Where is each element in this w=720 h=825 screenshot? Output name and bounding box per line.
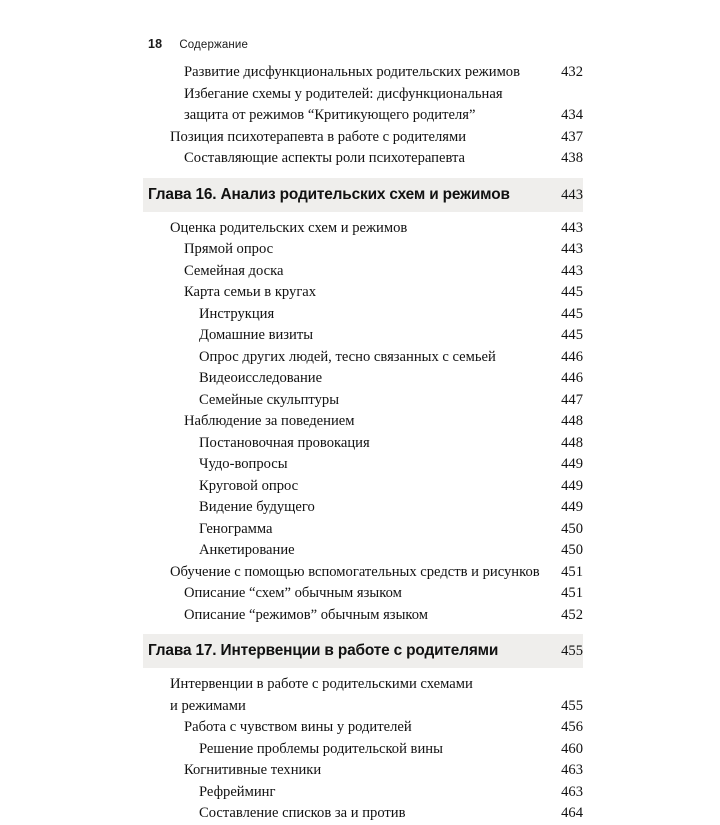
- entry-title: Описание “схем” обычным языком: [184, 585, 402, 601]
- toc-entry-row[interactable]: [143, 304, 583, 326]
- toc-chapter-row[interactable]: [143, 178, 583, 212]
- toc-entry-row[interactable]: [143, 62, 583, 84]
- toc-entry-row[interactable]: [143, 239, 583, 261]
- entry-page-number: 452: [561, 606, 583, 623]
- entry-title: Решение проблемы родительской вины: [199, 740, 443, 757]
- toc-entry-row[interactable]: [143, 739, 583, 761]
- toc-entry-row[interactable]: [143, 325, 583, 347]
- entry-title: Видеоисследование: [199, 370, 323, 386]
- entry-page-number: 438: [561, 150, 583, 166]
- entry-title: Работа с чувством вины у родителей: [184, 719, 412, 735]
- entry-title: Оценка родительских схем и режимов: [170, 219, 408, 236]
- entry-page-number: 456: [561, 719, 583, 735]
- entry-page-number: 455: [561, 697, 583, 714]
- entry-page-number: 445: [561, 284, 583, 300]
- page-folio: 18: [148, 37, 163, 51]
- entry-title: Постановочная провокация: [199, 434, 370, 451]
- entry-page-number: 464: [561, 805, 583, 821]
- toc-entry-row[interactable]: [143, 261, 583, 283]
- toc-entry-row[interactable]: [143, 476, 583, 498]
- entry-page-number: 443: [561, 219, 583, 236]
- entry-title: Развитие дисфункциональных родительских режимов: [184, 64, 520, 80]
- toc-entry-row[interactable]: [143, 760, 583, 782]
- toc-entry-row[interactable]: [143, 127, 583, 149]
- entry-title: Позиция психотерапевта в работе с родителями: [170, 128, 467, 145]
- toc-entry-row[interactable]: [143, 390, 583, 412]
- entry-title: Наблюдение за поведением: [184, 413, 355, 429]
- entry-page-number: 432: [561, 64, 583, 80]
- entry-page-number: 447: [561, 391, 583, 408]
- entry-page-number: 448: [561, 434, 583, 451]
- chapter-page-number: 455: [561, 643, 583, 659]
- toc-entry-row[interactable]: [143, 519, 583, 541]
- entry-page-number: 463: [561, 762, 583, 778]
- entry-page-number: 445: [561, 327, 583, 343]
- entry-page-number: 437: [561, 128, 583, 145]
- entry-page-number: 446: [561, 348, 583, 365]
- toc-entry-row[interactable]: [143, 583, 583, 605]
- entry-page-number: 449: [561, 499, 583, 515]
- entry-title: Составление списков за и против: [199, 805, 406, 821]
- entry-page-number: 449: [561, 456, 583, 472]
- entry-title: защита от режимов “Критикующего родителя”: [184, 107, 476, 123]
- entry-title: Составляющие аспекты роли психотерапевта: [184, 150, 466, 166]
- toc-entry-row[interactable]: [143, 605, 583, 627]
- toc-chapter-row[interactable]: [143, 634, 583, 668]
- entry-title: Семейные скульптуры: [199, 391, 340, 408]
- entry-page-number: 460: [561, 740, 583, 757]
- entry-page-number: 451: [561, 563, 583, 580]
- entry-page-number: 443: [561, 262, 583, 279]
- entry-page-number: 448: [561, 413, 583, 429]
- entry-title: Прямой опрос: [184, 241, 274, 257]
- toc-entry-row[interactable]: [143, 674, 583, 696]
- entry-page-number: 450: [561, 542, 583, 558]
- toc-entry-row[interactable]: [143, 411, 583, 433]
- entry-title: Домашние визиты: [199, 327, 314, 343]
- toc-entry-row[interactable]: [143, 497, 583, 519]
- entry-page-number: 443: [561, 241, 583, 257]
- toc-entry-row[interactable]: [143, 218, 583, 240]
- entry-page-number: 434: [561, 107, 583, 123]
- toc-entry-row[interactable]: [143, 782, 583, 804]
- chapter-page-number: 443: [561, 186, 583, 203]
- toc-entry-row[interactable]: [143, 696, 583, 718]
- toc-entry-row[interactable]: [143, 433, 583, 455]
- toc-entry-row[interactable]: [143, 540, 583, 562]
- toc-entry-row[interactable]: [143, 282, 583, 304]
- entry-title: Генограмма: [199, 520, 273, 537]
- entry-title: и режимами: [170, 697, 246, 714]
- entry-title: Рефрейминг: [199, 783, 276, 800]
- table-of-contents: [143, 62, 583, 825]
- running-head-title: Содержание: [179, 39, 249, 51]
- toc-entry-row[interactable]: [143, 803, 583, 825]
- entry-page-number: 445: [561, 305, 583, 322]
- toc-entry-row[interactable]: [143, 454, 583, 476]
- entry-title: Описание “режимов” обычным языком: [184, 606, 428, 623]
- entry-title: Карта семьи в кругах: [184, 284, 317, 300]
- entry-page-number: 450: [561, 520, 583, 537]
- toc-entry-row[interactable]: [143, 368, 583, 390]
- running-head: [148, 37, 248, 51]
- entry-title: Круговой опрос: [199, 477, 299, 494]
- entry-page-number: 449: [561, 477, 583, 494]
- entry-title: Обучение с помощью вспомогательных средств и рисунков: [170, 563, 540, 580]
- chapter-title: Глава 17. Интервенции в работе с родителями: [148, 642, 499, 659]
- toc-entry-row[interactable]: [143, 717, 583, 739]
- toc-entry-row[interactable]: [143, 84, 583, 106]
- entry-title: Семейная доска: [184, 262, 284, 279]
- entry-title: Видение будущего: [199, 499, 315, 515]
- entry-title: Интервенции в работе с родительскими схемами: [170, 676, 473, 692]
- toc-entry-row[interactable]: [143, 562, 583, 584]
- entry-title: Чудо-вопросы: [199, 456, 288, 472]
- toc-entry-row[interactable]: [143, 347, 583, 369]
- entry-page-number: 446: [561, 370, 583, 386]
- toc-entry-row[interactable]: [143, 105, 583, 127]
- chapter-title: Глава 16. Анализ родительских схем и режимов: [148, 185, 510, 203]
- entry-page-number: 463: [561, 783, 583, 800]
- entry-title: Анкетирование: [199, 542, 295, 558]
- entry-title: Опрос других людей, тесно связанных с семьей: [199, 348, 496, 365]
- entry-title: Избегание схемы у родителей: дисфункциональная: [184, 85, 503, 102]
- entry-title: Инструкция: [199, 305, 275, 322]
- toc-entry-row[interactable]: [143, 148, 583, 170]
- entry-page-number: 451: [561, 585, 583, 601]
- entry-title: Когнитивные техники: [184, 762, 322, 778]
